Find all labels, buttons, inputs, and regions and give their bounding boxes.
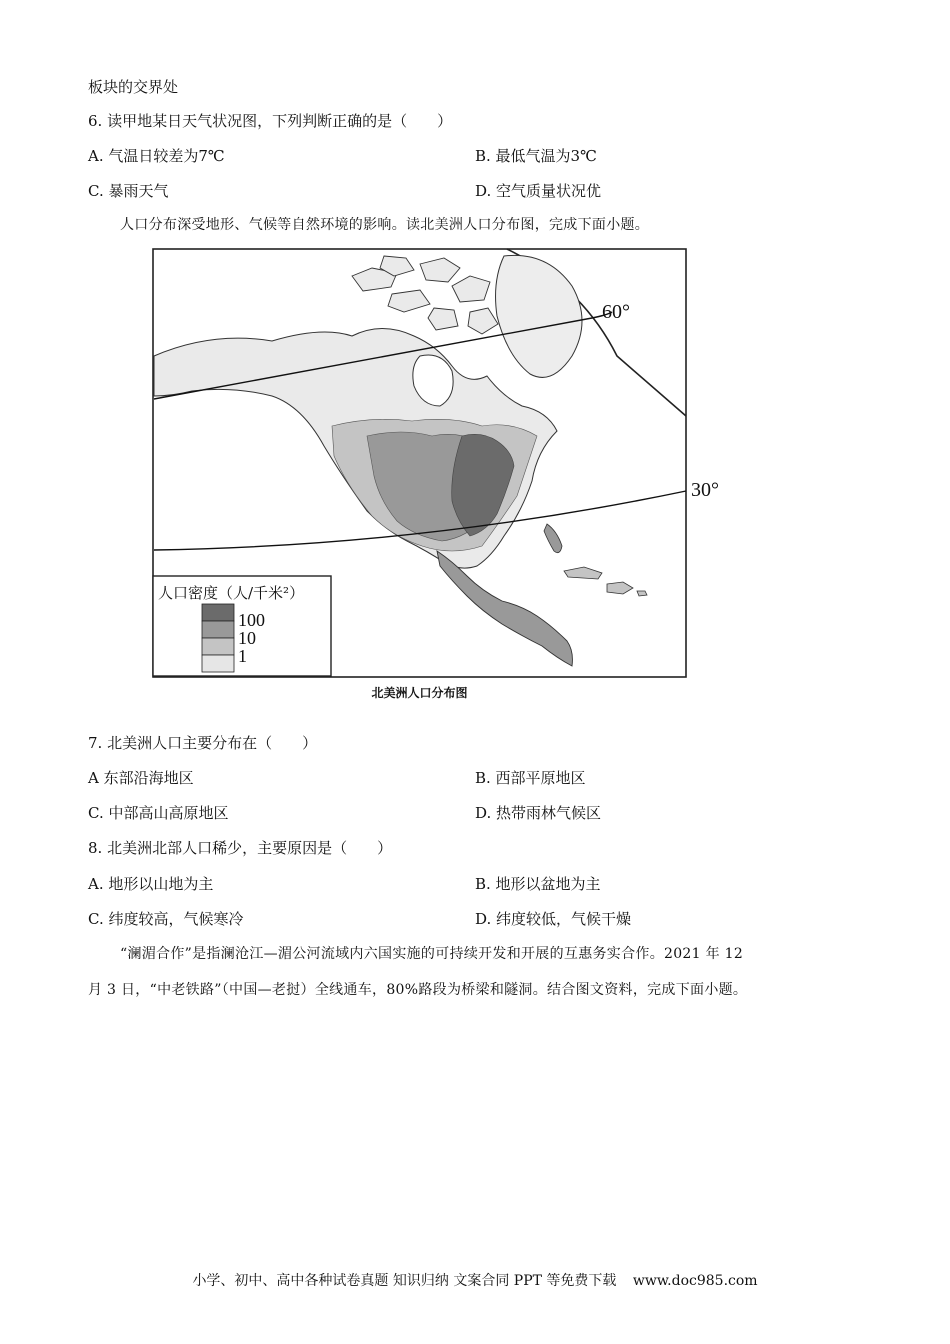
legend-title: 人口密度（人/千米²） [158, 584, 305, 602]
question-6-option-b: B. 最低气温为3℃ [475, 147, 597, 165]
legend-swatch-1 [202, 638, 234, 655]
legend-label-1: 1 [238, 646, 247, 666]
lancang-mekong-intro-line-2: 月 3 日，“中老铁路”（中国—老挝）全线通车，80%路段为桥梁和隧洞。结合图文资料，完成下面小题。 [88, 982, 748, 998]
question-7-option-b: B. 西部平原地区 [475, 769, 586, 787]
question-7-option-c: C. 中部高山高原地区 [88, 804, 229, 822]
legend-label-100: 100 [238, 610, 265, 630]
latitude-label-60: 60° [602, 301, 630, 323]
question-6-option-d: D. 空气质量状况优 [475, 182, 602, 200]
question-7-option-d: D. 热带雨林气候区 [475, 804, 602, 822]
top-line: 板块的交界处 [88, 78, 179, 96]
question-7-option-a: A 东部沿海地区 [88, 769, 194, 787]
footer-text: 小学、初中、高中各种试卷真题 知识归纳 文案合同 PPT 等免费下载 [192, 1273, 617, 1289]
legend-label-10: 10 [238, 628, 256, 648]
question-8-option-a: A. 地形以山地为主 [88, 875, 214, 893]
legend-swatch-lowest [202, 655, 234, 672]
question-8-option-b: B. 地形以盆地为主 [475, 875, 601, 893]
page-footer [0, 1270, 950, 1290]
question-6-option-a: A. 气温日较差为7℃ [88, 147, 225, 165]
north-america-population-map [152, 246, 719, 680]
lancang-mekong-intro-line-1: “澜湄合作”是指澜沧江—湄公河流域内六国实施的可持续开发和开展的互惠务实合作。2021 年 12 [120, 946, 744, 962]
question-6-option-c: C. 暴雨天气 [88, 182, 169, 200]
map-caption: 北美洲人口分布图 [371, 686, 468, 700]
legend-swatch-10 [202, 621, 234, 638]
north-america-intro: 人口分布深受地形、气候等自然环境的影响。读北美洲人口分布图，完成下面小题。 [120, 217, 650, 233]
legend-swatch-100 [202, 604, 234, 621]
question-6-stem: 6. 读甲地某日天气状况图，下列判断正确的是（ ） [88, 112, 453, 130]
question-8-option-d: D. 纬度较低，气候干燥 [475, 910, 632, 928]
question-8-stem: 8. 北美洲北部人口稀少，主要原因是（ ） [88, 839, 393, 857]
question-7-stem: 7. 北美洲人口主要分布在（ ） [88, 734, 318, 752]
footer-link[interactable]: www.doc985.com [632, 1273, 758, 1289]
latitude-label-30: 30° [691, 479, 719, 501]
question-8-option-c: C. 纬度较高，气候寒冷 [88, 910, 244, 928]
